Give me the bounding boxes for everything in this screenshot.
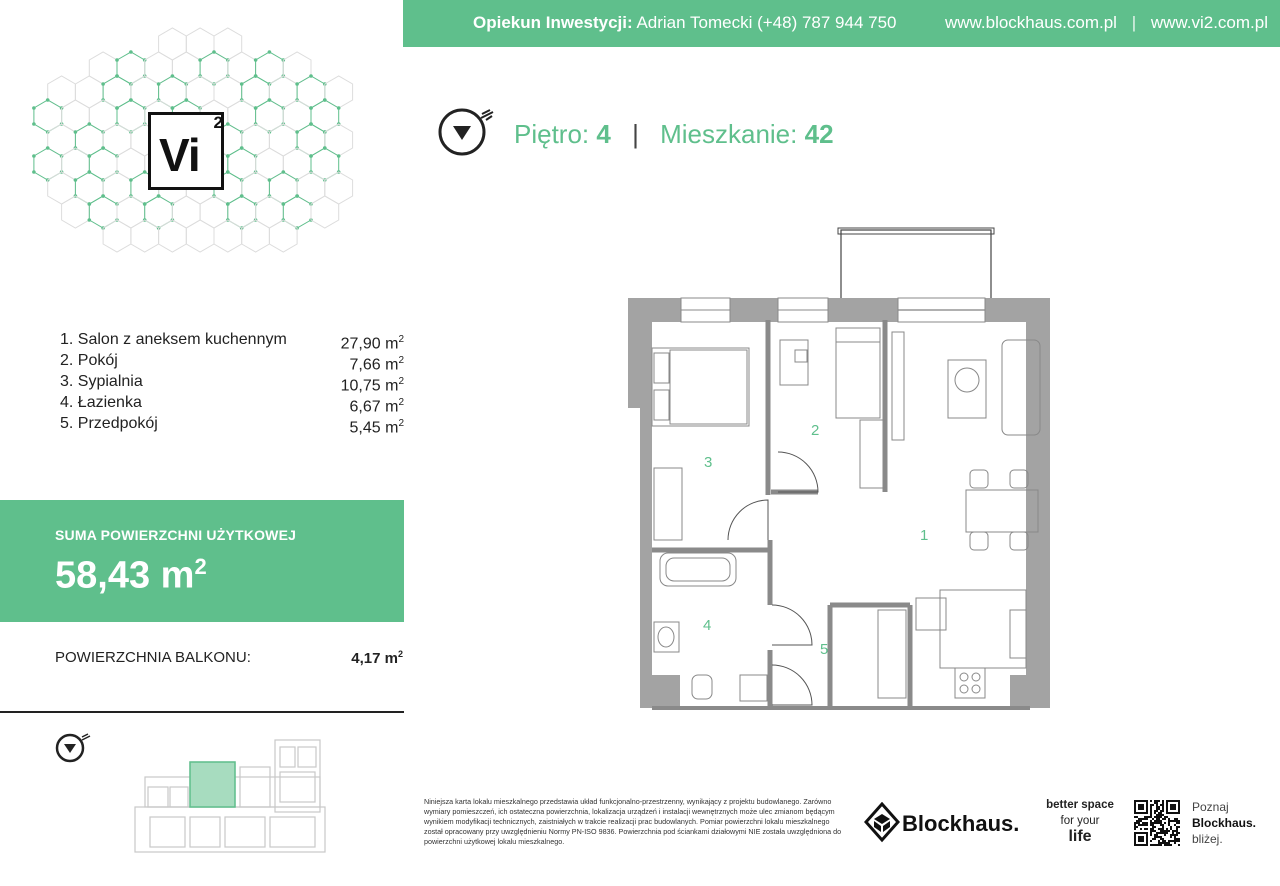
vi2-logo	[148, 112, 224, 190]
floor-plan	[600, 220, 1060, 720]
room-name: 3. Sypialnia	[60, 373, 143, 390]
poznaj-line3: bliżej.	[1192, 832, 1223, 846]
contact-label: Opiekun Inwestycji:	[473, 13, 633, 32]
apartment-highlight	[190, 762, 235, 807]
floor-apartment-line	[514, 119, 834, 150]
floor-value: 4	[596, 119, 611, 149]
link-separator: |	[1131, 13, 1137, 32]
room-row	[60, 371, 404, 395]
total-label: SUMA POWIERZCHNI UŻYTKOWEJ	[55, 527, 297, 543]
blockhaus-cube-icon	[864, 802, 900, 844]
blockhaus-brand	[864, 802, 1020, 849]
tagline-line2: for your	[1060, 815, 1100, 827]
room-list	[60, 329, 404, 437]
link-blockhaus[interactable]: www.blockhaus.com.pl	[945, 13, 1117, 32]
top-bar	[403, 0, 1280, 47]
legal-disclaimer: Niniejsza karta lokalu mieszkalnego przedstawia układ funkcjonalno-przestrzenny, wynikający z projektu budowlanego. Zarówno wymiary pomieszczeń, ich ostateczna powierzchnia, lokalizacja urządzeń i instalacji wewnętrznych może ulec zmianom będącym wynikiem modyfikacji technicznych, zaistniałych w trakcie realizacji prac budowlanych. Pomiar powierzchni lokalu mieszkalnego został opracowany przy uwzględnieniu Normy PN-ISO 9836. Powierzchnia pod ściankami działowymi NIE została uwzględniona do powierzchni użytkowej lokalu mieszkalnego.	[424, 797, 842, 846]
room-name: 2. Pokój	[60, 352, 118, 369]
room-area: 27,90 $m^2$	[340, 334, 404, 353]
divider	[0, 711, 404, 713]
logo-sup: 2	[213, 113, 223, 132]
room-label-3: 3	[704, 454, 713, 471]
apartment-value: 42	[804, 119, 834, 149]
room-label-2: 2	[811, 422, 820, 439]
room-name: 4. Łazienka	[60, 394, 142, 411]
balcony-label: POWIERZCHNIA BALKONU:	[55, 649, 251, 666]
room-area: 10,75 $m^2$	[340, 376, 404, 395]
room-area: 6,67 $m^2$	[349, 397, 404, 416]
link-vi2[interactable]: www.vi2.com.pl	[1150, 13, 1268, 32]
total-area-box	[0, 500, 404, 622]
poznaj-line1: Poznaj	[1192, 800, 1229, 814]
qr-code-icon	[1134, 800, 1180, 846]
poznaj-text	[1192, 799, 1256, 847]
room-area: 7,66 $m^2$	[349, 355, 404, 374]
compass-north-icon	[438, 108, 498, 158]
website-links	[945, 13, 1268, 33]
contact-value: Adrian Tomecki (+48) 787 944 750	[636, 13, 897, 32]
room-row	[60, 392, 404, 416]
room-label-1: 1	[920, 527, 929, 544]
poznaj-line2: Blockhaus.	[1192, 816, 1257, 830]
tagline-line3: life	[1068, 828, 1092, 845]
room-name: 5. Przedpokój	[60, 415, 158, 432]
room-name: 1. Salon z aneksem kuchennym	[60, 331, 287, 348]
floor-label: Piętro:	[514, 119, 590, 149]
room-label-5: 5	[820, 641, 829, 658]
tagline-line1: better space	[1046, 799, 1114, 811]
balcony-area	[55, 649, 403, 667]
room-row	[60, 329, 404, 353]
tagline	[1040, 797, 1120, 845]
room-label-4: 4	[703, 617, 712, 634]
balcony-value: 4,17 $m^2$	[351, 649, 403, 667]
building-key-plan	[130, 732, 330, 857]
room-area: 5,45 $m^2$	[349, 418, 404, 437]
total-value: 58,43 $m^2$	[55, 554, 207, 597]
contact-info	[473, 13, 897, 33]
logo-text: Vi	[159, 129, 200, 181]
room-row	[60, 350, 404, 374]
compass-north-icon	[55, 732, 99, 766]
brand-name: Blockhaus.	[902, 811, 1020, 836]
header-separator: |	[632, 119, 639, 149]
logo-area	[0, 0, 400, 290]
apartment-label: Mieszkanie:	[660, 119, 798, 149]
room-row	[60, 413, 404, 437]
